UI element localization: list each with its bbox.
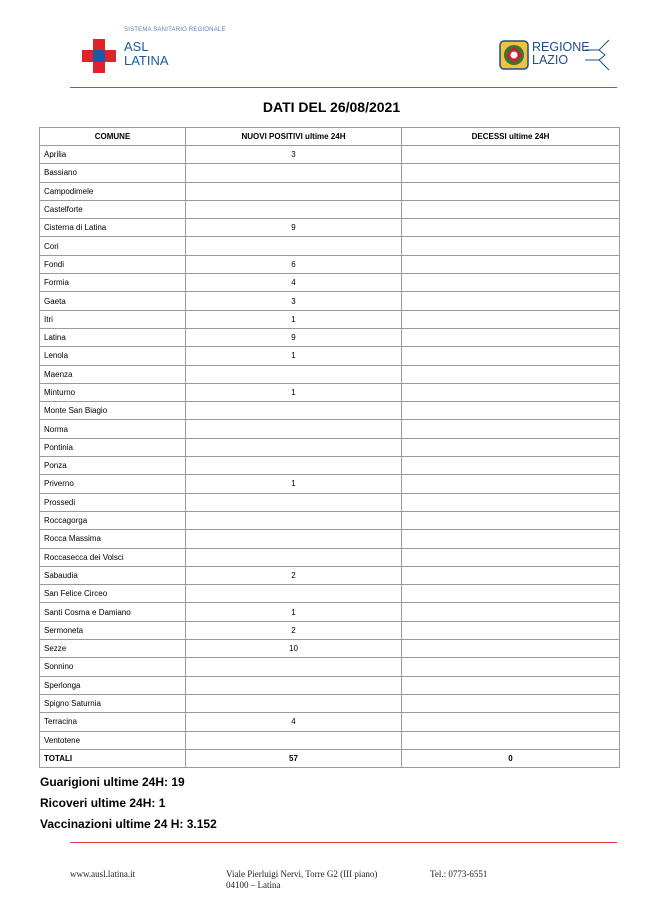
table-row xyxy=(40,347,620,365)
column-header-decessi: DECESSI ultime 24H xyxy=(402,128,620,146)
cell-comune: Maenza xyxy=(40,365,186,383)
cell-comune: Ventotene xyxy=(40,731,186,749)
cell-comune: Monte San Biagio xyxy=(40,402,186,420)
cell-nuovi-positivi xyxy=(186,200,402,218)
table-row xyxy=(40,438,620,456)
cell-comune: Bassiano xyxy=(40,164,186,182)
table-row xyxy=(40,402,620,420)
table-row xyxy=(40,731,620,749)
cell-decessi xyxy=(402,237,620,255)
cell-nuovi-positivi xyxy=(186,731,402,749)
table-row xyxy=(40,219,620,237)
cell-comune: Sperlonga xyxy=(40,676,186,694)
cell-nuovi-positivi xyxy=(186,457,402,475)
cell-nuovi-positivi: 1 xyxy=(186,310,402,328)
cell-nuovi-positivi: 9 xyxy=(186,219,402,237)
totals-row xyxy=(40,749,620,767)
cell-comune: Terracina xyxy=(40,713,186,731)
cell-nuovi-positivi xyxy=(186,420,402,438)
table-row xyxy=(40,676,620,694)
cell-nuovi-positivi: 2 xyxy=(186,621,402,639)
cell-nuovi-positivi xyxy=(186,530,402,548)
totals-nuovi-positivi: 57 xyxy=(186,749,402,767)
cell-comune: Lenola xyxy=(40,347,186,365)
cell-comune: Gaeta xyxy=(40,292,186,310)
table-row xyxy=(40,621,620,639)
table-row xyxy=(40,585,620,603)
cell-comune: Priverno xyxy=(40,475,186,493)
cell-comune: Itri xyxy=(40,310,186,328)
cell-comune: Latina xyxy=(40,328,186,346)
cell-nuovi-positivi xyxy=(186,182,402,200)
cell-nuovi-positivi: 3 xyxy=(186,292,402,310)
cell-decessi xyxy=(402,438,620,456)
cell-nuovi-positivi xyxy=(186,365,402,383)
cell-comune: Castelforte xyxy=(40,200,186,218)
cell-comune: Roccagorga xyxy=(40,511,186,529)
cell-decessi xyxy=(402,621,620,639)
cell-nuovi-positivi xyxy=(186,658,402,676)
cell-decessi xyxy=(402,548,620,566)
cell-comune: Sabaudia xyxy=(40,566,186,584)
cell-decessi xyxy=(402,255,620,273)
cell-decessi xyxy=(402,200,620,218)
cell-comune: Spigno Saturnia xyxy=(40,694,186,712)
table-row xyxy=(40,292,620,310)
table-row xyxy=(40,182,620,200)
table-row xyxy=(40,603,620,621)
cell-comune: Cisterna di Latina xyxy=(40,219,186,237)
cell-nuovi-positivi xyxy=(186,237,402,255)
table-row xyxy=(40,328,620,346)
footer-phone: Tel.: 0773-6551 xyxy=(430,869,488,879)
cell-decessi xyxy=(402,292,620,310)
cell-nuovi-positivi: 2 xyxy=(186,566,402,584)
red-cross-icon xyxy=(82,39,116,73)
table-row xyxy=(40,548,620,566)
totals-label: TOTALI xyxy=(40,749,186,767)
cell-comune: Sonnino xyxy=(40,658,186,676)
cell-decessi xyxy=(402,493,620,511)
regione-lazio-emblem-icon xyxy=(499,40,529,70)
cell-comune: San Felice Circeo xyxy=(40,585,186,603)
cell-nuovi-positivi xyxy=(186,548,402,566)
table-row xyxy=(40,274,620,292)
cell-decessi xyxy=(402,182,620,200)
cell-nuovi-positivi xyxy=(186,493,402,511)
cell-comune: Aprilia xyxy=(40,146,186,164)
table-row xyxy=(40,146,620,164)
lazio-decoration-icon xyxy=(585,38,614,74)
cell-decessi xyxy=(402,383,620,401)
footer-divider xyxy=(70,842,617,843)
table-row xyxy=(40,530,620,548)
cell-decessi xyxy=(402,530,620,548)
table-row xyxy=(40,640,620,658)
table-row xyxy=(40,200,620,218)
cell-comune: Ponza xyxy=(40,457,186,475)
cell-decessi xyxy=(402,603,620,621)
cell-decessi xyxy=(402,640,620,658)
table-row xyxy=(40,383,620,401)
cell-nuovi-positivi xyxy=(186,511,402,529)
asl-name: ASL LATINA xyxy=(124,39,169,68)
table-row xyxy=(40,255,620,273)
cell-decessi xyxy=(402,274,620,292)
table-row xyxy=(40,493,620,511)
column-header-nuovi-positivi: NUOVI POSITIVI ultime 24H xyxy=(186,128,402,146)
cell-decessi xyxy=(402,402,620,420)
cell-decessi xyxy=(402,365,620,383)
table-row xyxy=(40,310,620,328)
page-title: DATI DEL 26/08/2021 xyxy=(262,99,401,115)
table-row xyxy=(40,237,620,255)
cell-comune: Sezze xyxy=(40,640,186,658)
table-row xyxy=(40,694,620,712)
guarigioni-summary: Guarigioni ultime 24H: 19 xyxy=(40,775,185,789)
cell-nuovi-positivi: 6 xyxy=(186,255,402,273)
vaccinazioni-summary: Vaccinazioni ultime 24 H: 3.152 xyxy=(40,817,217,831)
cell-nuovi-positivi xyxy=(186,694,402,712)
asl-tagline: SISTEMA SANITARIO REGIONALE xyxy=(124,27,226,33)
cell-comune: Santi Cosma e Damiano xyxy=(40,603,186,621)
cell-comune: Prossedi xyxy=(40,493,186,511)
column-header-comune: COMUNE xyxy=(40,128,186,146)
table-row xyxy=(40,658,620,676)
cell-nuovi-positivi: 1 xyxy=(186,603,402,621)
cell-decessi xyxy=(402,511,620,529)
cell-nuovi-positivi: 10 xyxy=(186,640,402,658)
footer-website: www.ausl.latina.it xyxy=(70,869,136,879)
cell-decessi xyxy=(402,328,620,346)
footer-address: Viale Pierluigi Nervi, Torre G2 (III piano) 04100 – Latina xyxy=(226,869,378,890)
cell-decessi xyxy=(402,585,620,603)
table-row xyxy=(40,511,620,529)
cell-decessi xyxy=(402,310,620,328)
regione-lazio-logo xyxy=(499,38,614,74)
cell-nuovi-positivi xyxy=(186,676,402,694)
cell-decessi xyxy=(402,146,620,164)
cell-decessi xyxy=(402,420,620,438)
table-row xyxy=(40,365,620,383)
header-divider xyxy=(70,87,617,88)
cell-comune: Formia xyxy=(40,274,186,292)
table-row xyxy=(40,475,620,493)
cell-comune: Sermoneta xyxy=(40,621,186,639)
cell-decessi xyxy=(402,566,620,584)
cell-comune: Rocca Massima xyxy=(40,530,186,548)
cell-nuovi-positivi: 1 xyxy=(186,347,402,365)
cell-nuovi-positivi: 3 xyxy=(186,146,402,164)
asl-latina-logo xyxy=(82,27,232,77)
regione-lazio-text: REGIONE LAZIO xyxy=(532,40,590,67)
cell-nuovi-positivi xyxy=(186,164,402,182)
totals-decessi: 0 xyxy=(402,749,620,767)
cell-nuovi-positivi: 4 xyxy=(186,713,402,731)
cell-comune: Fondi xyxy=(40,255,186,273)
cell-decessi xyxy=(402,219,620,237)
cell-comune: Pontinia xyxy=(40,438,186,456)
cell-nuovi-positivi: 1 xyxy=(186,383,402,401)
cell-comune: Minturno xyxy=(40,383,186,401)
table-row xyxy=(40,420,620,438)
cell-decessi xyxy=(402,658,620,676)
table-row xyxy=(40,457,620,475)
table-row xyxy=(40,713,620,731)
data-table xyxy=(39,127,620,768)
cell-comune: Cori xyxy=(40,237,186,255)
cell-nuovi-positivi xyxy=(186,438,402,456)
cell-nuovi-positivi xyxy=(186,585,402,603)
cell-decessi xyxy=(402,347,620,365)
table-row xyxy=(40,164,620,182)
cell-nuovi-positivi: 4 xyxy=(186,274,402,292)
cell-nuovi-positivi xyxy=(186,402,402,420)
cell-nuovi-positivi: 9 xyxy=(186,328,402,346)
cell-decessi xyxy=(402,694,620,712)
ricoveri-summary: Ricoveri ultime 24H: 1 xyxy=(40,796,166,810)
cell-decessi xyxy=(402,164,620,182)
cell-nuovi-positivi: 1 xyxy=(186,475,402,493)
table-row xyxy=(40,566,620,584)
table-body xyxy=(40,146,620,768)
cell-decessi xyxy=(402,475,620,493)
table-header-row xyxy=(40,128,620,146)
cell-decessi xyxy=(402,457,620,475)
cell-comune: Norma xyxy=(40,420,186,438)
cell-comune: Roccasecca dei Volsci xyxy=(40,548,186,566)
cell-decessi xyxy=(402,713,620,731)
cell-decessi xyxy=(402,731,620,749)
cell-decessi xyxy=(402,676,620,694)
cell-comune: Campodimele xyxy=(40,182,186,200)
